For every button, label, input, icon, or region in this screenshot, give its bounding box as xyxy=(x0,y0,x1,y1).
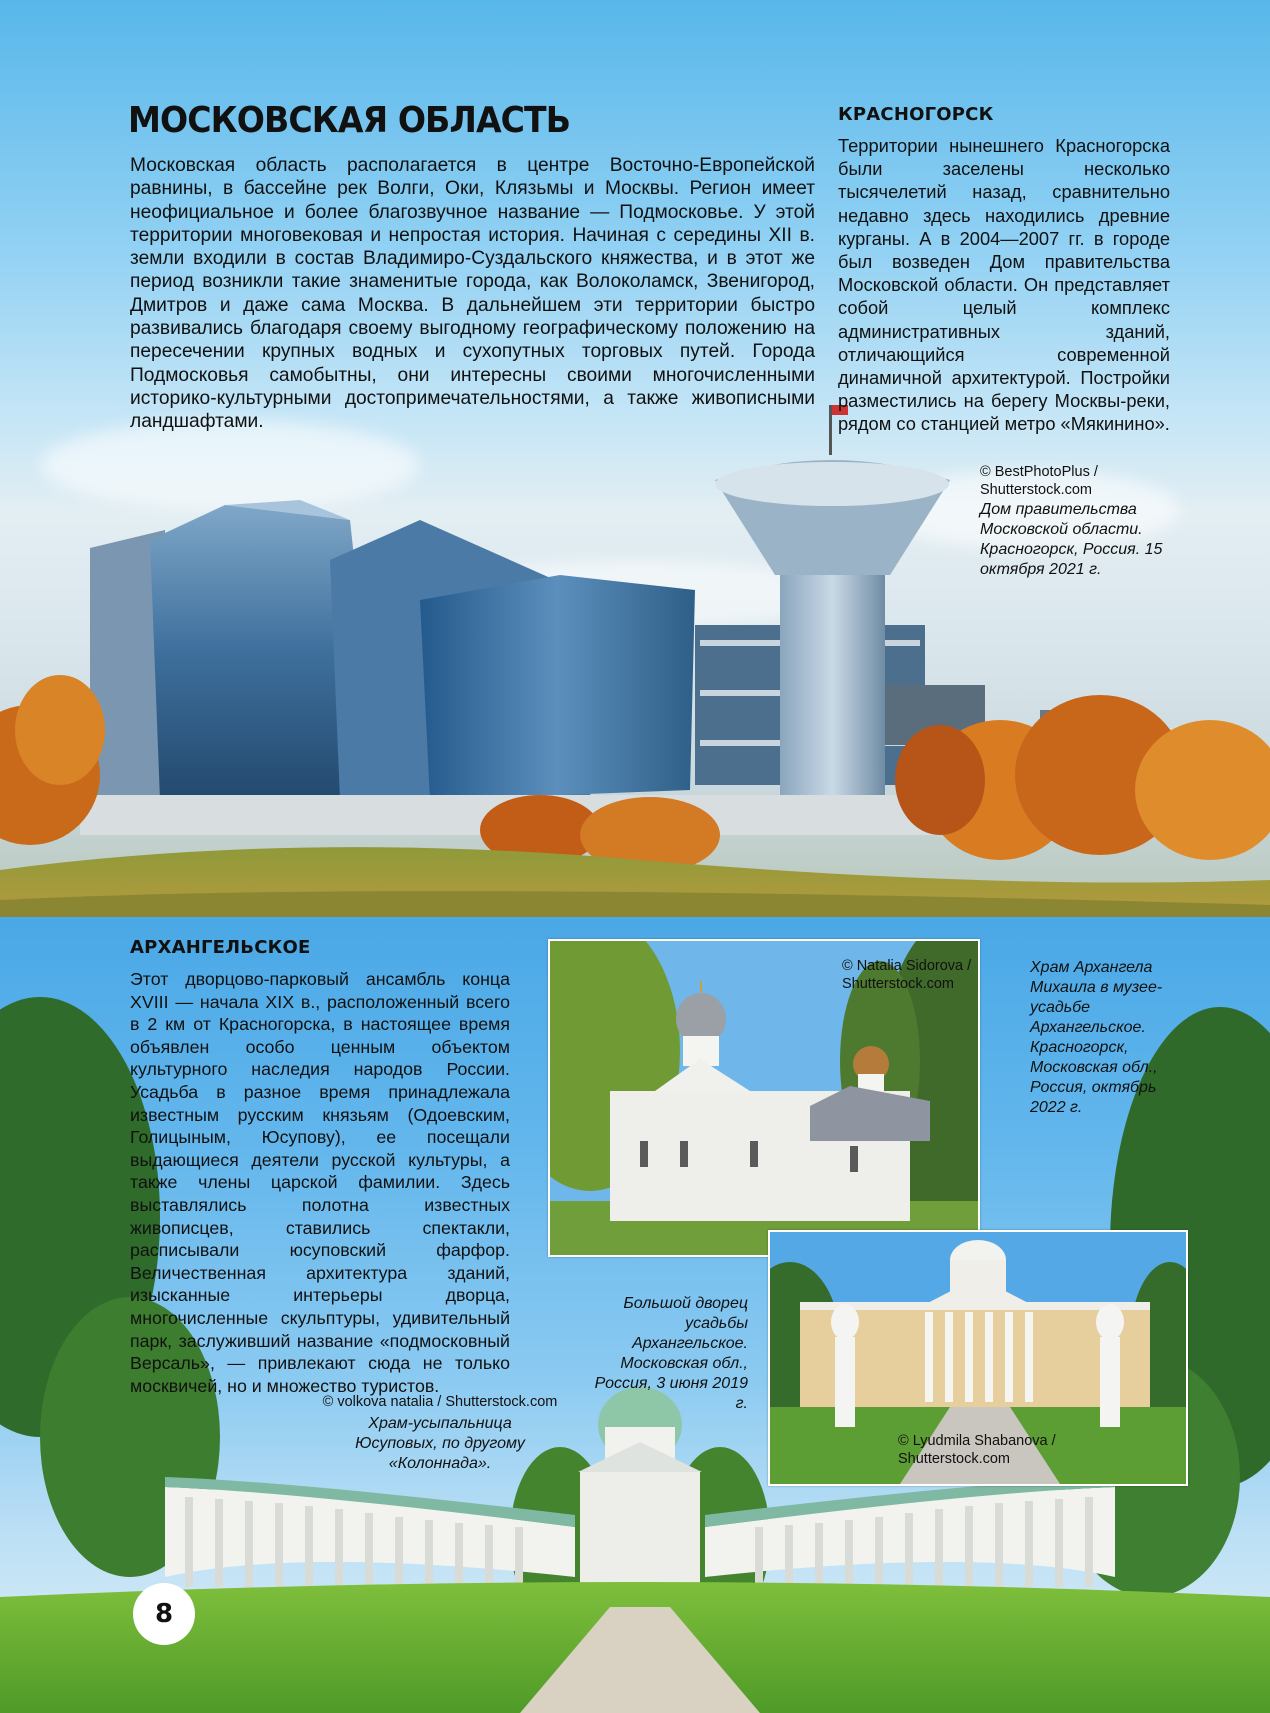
church-photo xyxy=(548,939,980,1257)
palace-photo xyxy=(768,1230,1188,1486)
church-photo-credit: © Natalia Sidorova / Shutterstock.com xyxy=(842,958,972,992)
intro-paragraph: Московская область располагается в центре Восточно-Европейской равнины, в бассейне рек Волги, Оки, Клязьмы и Москвы. Регион имеет неофициальное и более благозвучное название — Подмосковье. У этой территории многовековая и непростая история. Начиная с середины XII в. земли входили в состав Владимиро-Суздальского княжества, и в этот же период возникли такие знаменитые города, как Волоколамск, Звенигород, Дмитров и даже сама Москва. В дальнейшем эти территории быстро развивались благодаря своему выгодному географическому положению на пересечении крупных водных и сухопутных торговых путей. Города Подмосковья самобытны, они интересны своими многочисленными историко-культурными достопримечательностями, а также живописными ландшафтами. xyxy=(130,155,815,433)
arkhangelskoe-heading: АРХАНГЕЛЬСКОЕ xyxy=(130,937,311,958)
arkhangelskoe-paragraph: Этот дворцово-парковый ансамбль конца XVIII — начала XIX в., расположенный всего в 2 км от Красногорска, в настоящее время объявлен особо ценным объектом культурного наследия народов России. Усадьба в разное время принадлежала известным русским князьям (Одоевским, Голицыным, Юсупову), ее посещали выдающиеся деятели русской культуры, а также члены царской фамилии. Здесь выставлялись полотна известных живописцев, ставились спектакли, расписывали юсуповский фарфор. Величественная архитектура зданий, изысканные интерьеры дворца, многочисленные скульптуры, удивительный парк, заслуживший название «подмосковный Версаль», — привлекают сюда не только москвичей, но и множество туристов. xyxy=(130,969,510,1396)
palace-photo-credit: © Lyudmila Shabanova / Shutterstock.com xyxy=(898,1433,1056,1467)
page-number: 8 xyxy=(133,1583,195,1645)
page-title: МОСКОВСКАЯ ОБЛАСТЬ xyxy=(128,100,571,141)
krasnogorsk-paragraph: Территории нынешнего Красногорска были заселены несколько тысячелетий назад, сравнительно недавно здесь находились древние курганы. А в 2004—2007 гг. в городе был возведен Дом правительства Московской области. Он представляет собой целый комплекс административных зданий, отличающийся современной динамичной архитектурой. Постройки разместились на берегу Москвы-реки, рядом со станцией метро «Мякинино». xyxy=(838,135,1170,435)
krasnogorsk-heading: КРАСНОГОРСК xyxy=(838,104,994,125)
palace-photo-caption: Большой дворец усадьбы Архангельское. Московская обл., Россия, 3 июня 2019 г. xyxy=(594,1295,748,1412)
photo-credit: © BestPhotoPlus / Shutterstock.com xyxy=(980,464,1098,498)
church-photo-caption: Храм Архангела Михаила в музее-усадьбе Архангельское. Красногорск, Московская обл., Россия, октябрь 2022 г. xyxy=(1030,959,1163,1116)
colonnade-photo-caption: Храм-усыпальница Юсуповых, по другому «Колоннада». xyxy=(355,1415,525,1472)
colonnade-photo-credit: © volkova natalia / Shutterstock.com xyxy=(322,1394,558,1410)
photo-caption: Дом правительства Московской области. Красногорск, Россия. 15 октября 2021 г. xyxy=(980,501,1163,578)
